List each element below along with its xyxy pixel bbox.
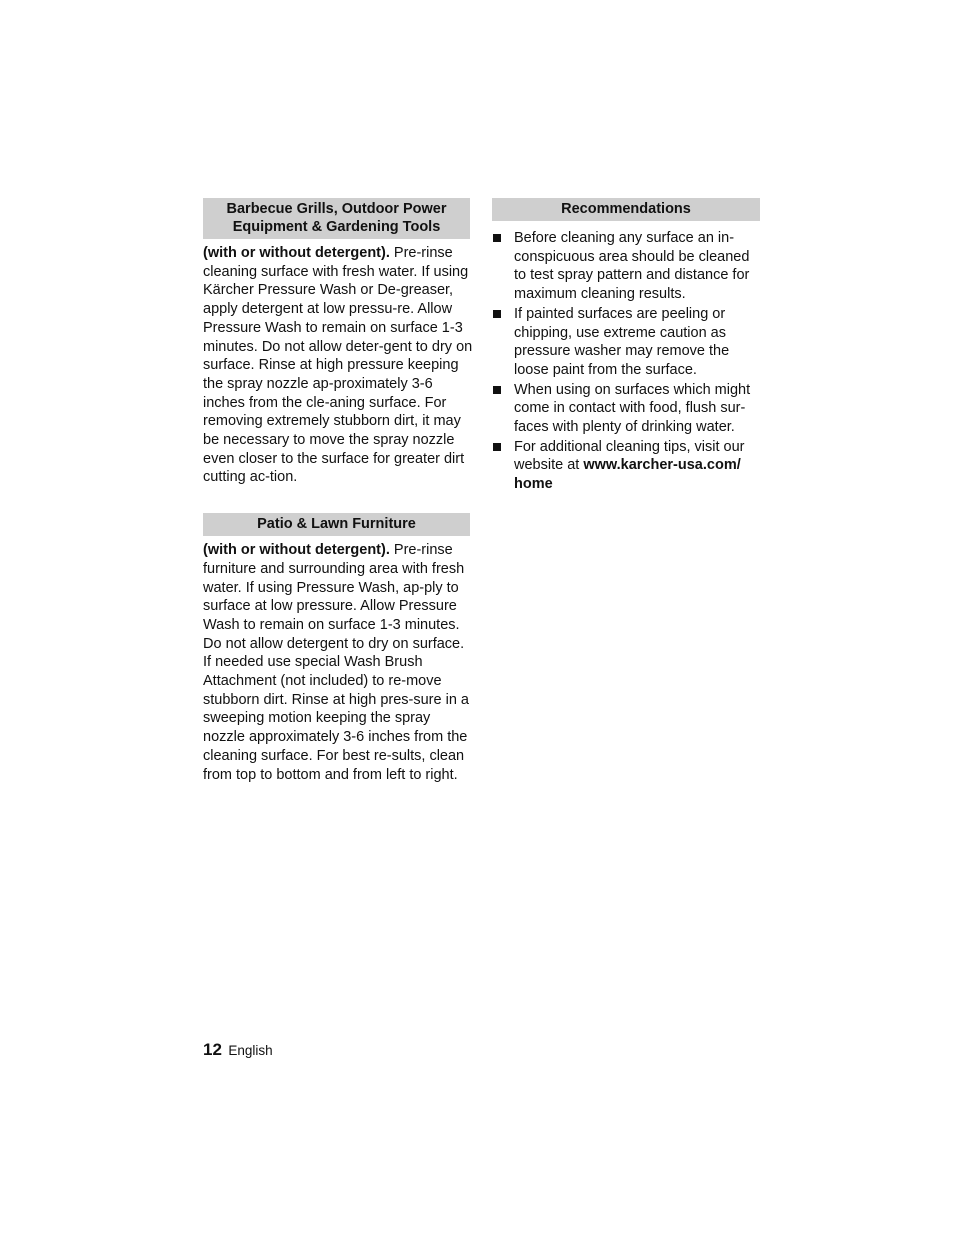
section-body-patio bbox=[203, 541, 475, 784]
square-bullet-icon bbox=[493, 310, 501, 318]
section-patio bbox=[203, 513, 475, 784]
lead-text: (with or without detergent). bbox=[203, 542, 390, 559]
left-column bbox=[203, 198, 475, 784]
section-bbq bbox=[203, 198, 475, 487]
list-item-text: When using on surfaces which might come in contact with food, flush sur-faces with plenty of drinking water. bbox=[514, 381, 751, 436]
right-column bbox=[492, 198, 762, 495]
body-text: Pre-rinse cleaning surface with fresh water. If using Kärcher Pressure Wash or De-greaser, apply detergent at low pressu-re. Allow Pressure Wash to remain on surface 1-3 minutes. Do not allow deter-gent to dry on surface. Rinse at high pressure keeping the spray nozzle ap-proximately 3-6 inches from the cle-aning surface. For removing extremely stubborn dirt, it may be necessary to move the spray nozzle even closer to the surface for greater dirt cutting ac-tion. bbox=[203, 245, 473, 486]
list-item-text: If painted surfaces are peeling or chipping, use extreme caution as pressure washer may remove the loose paint from the surface. bbox=[514, 305, 730, 378]
square-bullet-icon bbox=[493, 443, 501, 451]
square-bullet-icon bbox=[493, 234, 501, 242]
list-item-text: Before cleaning any surface an in-conspicuous area should be cleaned to test spray pattern and distance for maximum cleaning results. bbox=[514, 230, 750, 303]
language-label: English bbox=[228, 1043, 273, 1058]
section-heading-patio: Patio & Lawn Furniture bbox=[203, 513, 470, 536]
recommendations-list bbox=[492, 229, 762, 494]
heading-line-2: Equipment & Gardening Tools bbox=[232, 219, 441, 235]
lead-text: (with or without detergent). bbox=[203, 245, 390, 261]
section-body-bbq bbox=[203, 244, 475, 487]
list-item-text: For additional cleaning tips, visit our website at bbox=[514, 438, 745, 474]
heading-line-1: Barbecue Grills, Outdoor Power bbox=[226, 201, 447, 217]
list-item bbox=[492, 438, 762, 494]
page-number: 12 bbox=[203, 1040, 222, 1059]
page-footer bbox=[203, 1040, 273, 1060]
website-link[interactable]: www.karcher-usa.com/ home bbox=[514, 457, 741, 493]
list-item bbox=[492, 305, 762, 380]
list-item bbox=[492, 229, 762, 304]
list-item bbox=[492, 381, 762, 437]
section-heading-recommendations: Recommendations bbox=[492, 198, 760, 221]
section-heading-bbq bbox=[203, 198, 470, 239]
square-bullet-icon bbox=[493, 386, 501, 394]
body-text: Pre-rinse furniture and surrounding area with fresh water. If using Pressure Wash, ap-ply to surface at low pressure. Allow Pressure Wash to remain on surface 1-3 minutes. Do not allow detergent to dry on surface. If needed use special Wash Brush Attachment (not included) to re-move stubborn dirt. Rinse at high pres-sure in a sweeping motion keeping the spray nozzle approximately 3-6 inches from the cleaning surface. For best re-sults, clean from top to bottom and from left to right. bbox=[203, 542, 469, 783]
